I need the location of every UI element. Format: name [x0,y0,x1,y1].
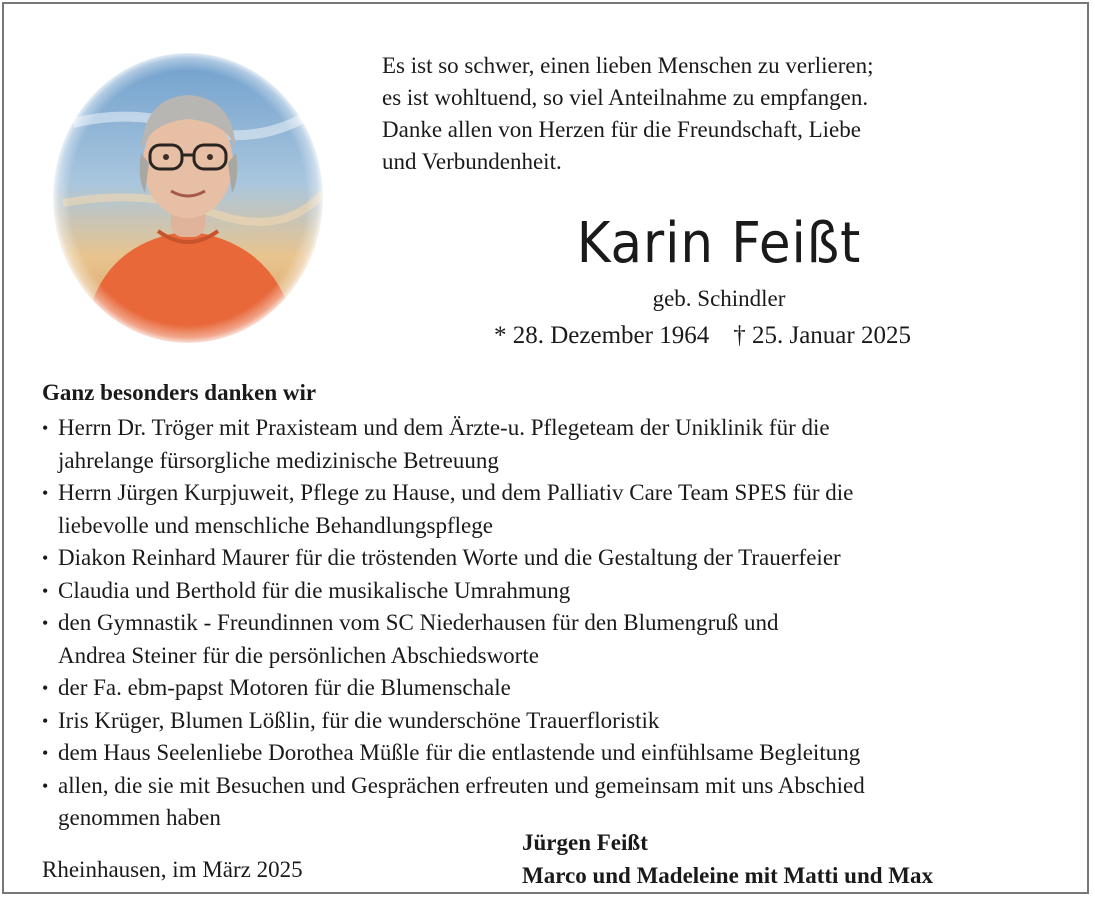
bullet: • [42,743,49,763]
list-item-line: Claudia und Berthold für die musikalische Umrahmung [58,577,571,603]
list-item [42,737,1062,770]
thanks-list [42,412,1062,835]
obituary-notice [2,2,1089,894]
list-item [42,607,1062,672]
place-date: Rheinhausen, im März 2025 [42,857,303,882]
list-item-line: dem Haus Seelenliebe Dorothea Müßle für die entlastende und einfühlsame Begleitung [58,740,861,765]
list-item-line: Herrn Dr. Tröger mit Praxisteam und dem Ärzte-u. Pflegeteam der Uniklinik für die [58,415,830,440]
bullet: • [42,678,49,698]
list-item [42,542,1062,575]
list-item [42,705,1062,738]
thanks-heading: Ganz besonders danken wir [42,380,317,405]
bullet: • [42,418,49,438]
bullet: • [42,710,49,731]
maiden-name: geb. Schindler [652,286,786,311]
poem [382,50,1022,178]
list-item [42,477,1062,542]
bullet: • [42,580,49,601]
poem-line: es ist wohltuend, so viel Anteilnahme zu empfangen. [382,85,869,110]
bullet: • [42,483,49,503]
list-item-line: den Gymnastik - Freundinnen vom SC Niederhausen für den Blumengruß und [58,610,779,635]
signer: Marco und Madeleine mit Matti und Max [522,863,933,888]
list-item-line: jahrelange fürsorgliche medizinische Betreuung [58,447,499,473]
list-item-line: genommen haben [58,805,221,830]
list-item-line: der Fa. ebm-papst Motoren für die Blumenschale [58,675,511,700]
bullet: • [42,548,49,568]
list-item [42,672,1062,705]
list-item [42,412,1062,477]
signers [522,826,933,892]
signer: Jürgen Feißt [522,830,648,855]
poem-line: Es ist so schwer, einen lieben Menschen zu verlieren; [382,53,874,78]
bullet: • [42,775,49,796]
list-item [42,770,1062,835]
death-date: † 25. Januar 2025 [733,322,911,349]
list-item [42,575,1062,608]
deceased-name: Karin Feißt [576,211,862,276]
list-item-line: liebevolle und menschliche Behandlungspflege [58,512,493,538]
birth-date: * 28. Dezember 1964 [494,322,710,349]
list-item-line: Iris Krüger, Blumen Lößlin, für die wunderschöne Trauerfloristik [58,707,660,733]
list-item-line: allen, die sie mit Besuchen und Gesprächen erfreuten und gemeinsam mit uns Abschied [58,772,865,798]
portrait-image [53,53,323,343]
poem-line: und Verbundenheit. [382,149,562,174]
list-item-line: Herrn Jürgen Kurpjuweit, Pflege zu Hause, und dem Palliativ Care Team SPES für die [58,480,854,505]
list-item-line: Diakon Reinhard Maurer für die tröstenden Worte und die Gestaltung der Trauerfeier [58,545,841,570]
life-dates [494,320,994,352]
bullet: • [42,613,49,633]
list-item-line: Andrea Steiner für die persönlichen Abschiedsworte [58,642,539,668]
portrait-photo [53,53,323,343]
poem-line: Danke allen von Herzen für die Freundschaft, Liebe [382,117,861,142]
